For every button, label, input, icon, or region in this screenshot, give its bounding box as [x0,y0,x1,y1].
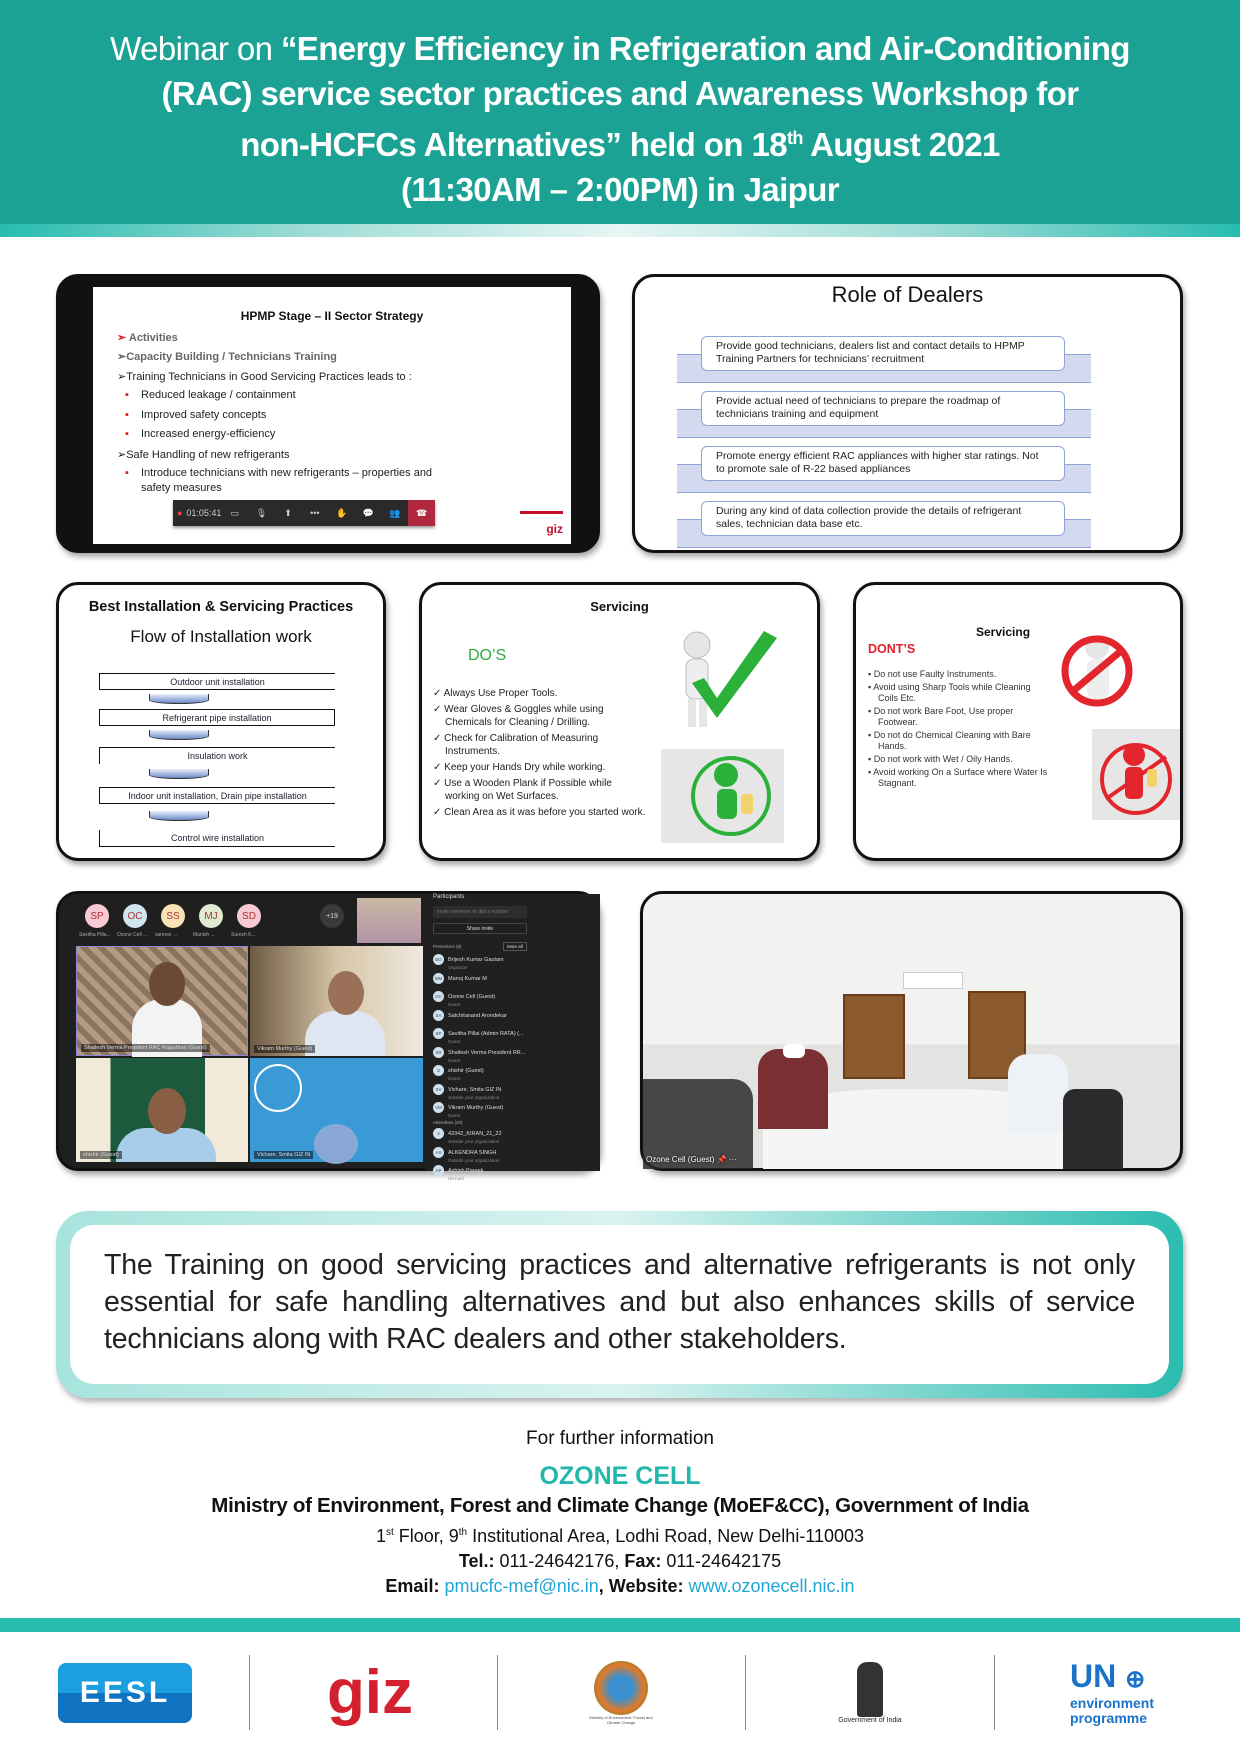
do-item: ✓ Wear Gloves & Goggles while using Chemicals for Cleaning / Drilling. [433,704,604,728]
participant-status: Guest [448,1039,461,1044]
participant-row[interactable] [433,954,504,970]
person-shape [1008,1054,1068,1134]
chat-icon[interactable]: 💬 [362,507,374,518]
phone-fax: Tel.: 011-24642176, Fax: 011-24642175 [458,1551,782,1571]
hang-up-button[interactable]: ☎ [408,500,435,526]
participant-initials: BG [433,954,444,965]
prohibited-figure-icon [1061,625,1141,715]
participant-name: Savitha Pillai (Admin RATA) (... [448,1030,524,1037]
dont-item: ▪ Avoid using Sharp Tools while Cleaning Coils Etc. [868,682,1031,703]
slide-item: ▪ Improved safety concepts [141,409,266,421]
flow-step: Outdoor unit installation [99,673,335,690]
camera-off-icon[interactable]: ▭ [230,507,239,518]
participant-name: Brijesh Kumar Gautam [448,956,504,963]
contact-links: Email: pmucfc-mef@nic.in, Website: www.ozonecell.nic.in [385,1576,855,1596]
participant-name: Manoj Kumar M [448,975,487,982]
participant-avatar[interactable]: SD [237,904,261,928]
participant-row[interactable] [433,1047,525,1063]
participant-initials: OC [433,991,444,1002]
dealer-item: Provide actual need of technicians to prepare the roadmap of technicians training and equipment [701,391,1065,426]
summary-box [56,1211,1183,1398]
participant-status: Organizer [448,965,468,970]
dont-item: ▪ Avoid working On a Surface where Water Is Stagnant. [868,767,1048,788]
participant-name: Shailesh Verma President RR... [448,1049,526,1056]
participant-avatar-name: Ozone Cell ... [117,932,148,938]
slide [93,287,571,544]
record-icon[interactable]: ● [176,508,183,518]
moefcc-logo: Ministry of Environment, Forest and Climate Change [586,1655,656,1730]
checkmark-figure-icon [662,623,782,733]
face-mask [783,1044,805,1058]
participant-row[interactable] [433,1010,507,1021]
participant-initials: SR [433,1047,444,1058]
dont-item: ▪ Do not do Chemical Cleaning with Bare Hands. [868,730,1031,751]
participant-status: Outside your organization [448,1157,500,1163]
unep-logo: UN ⊕ environment programme [1070,1657,1155,1726]
eesl-logo: EESL [58,1655,192,1730]
title-prefix: Webinar on [110,30,281,67]
person-shape [758,1049,828,1129]
call-timer: 01:05:41 [186,508,222,518]
participant-row[interactable] [433,1128,502,1144]
footer-bar [0,1618,1240,1632]
participant-row[interactable] [433,1065,484,1081]
tile-label: shishir (Guest) [80,1151,122,1159]
participant-row[interactable] [433,991,495,1007]
participant-status: Guest [448,1057,461,1063]
attendees-header: Attendees (20) [433,1120,463,1125]
participant-row[interactable] [433,1102,503,1118]
info-label: For further information [526,1428,714,1449]
slide-item: ▪ Introduce technicians with new refrigerants – properties and [141,467,432,479]
video-tile [76,946,248,1056]
arrow-down-icon [149,694,209,704]
arrow-down-icon [149,811,209,821]
address: 1st Floor, 9th Institutional Area, Lodhi Road, New Delhi-110003 [375,1526,865,1546]
participants-title: Participants [433,894,465,900]
meeting-toolbar [173,500,435,526]
tile-label: Vikram Murthy (Guest) [254,1045,315,1053]
divider [249,1655,250,1730]
participant-name: Ozone Cell (Guest) [448,993,496,1000]
dont-item: ▪ Do not work Bare Foot, Use proper Footwear. [868,706,1014,727]
participant-initials: SP [433,1028,444,1039]
participant-status: Guest [448,1076,461,1081]
title-line-3: non-HCFCs Alternatives” held on 18 [240,126,787,163]
participant-initials: AS [433,1147,444,1158]
person-head [328,971,364,1015]
participant-status: Guest [448,1002,461,1007]
email-link[interactable]: pmucfc-mef@nic.in [444,1576,599,1596]
person-head [314,1124,358,1164]
tile-label: Vichare, Smita GIZ IN [254,1151,313,1159]
share-invite-button[interactable]: Share invite [433,923,527,934]
flow-step: Indoor unit installation, Drain pipe installation [99,787,335,804]
invite-search-input[interactable] [433,906,527,918]
participant-name: Ashish Pareek [448,1167,484,1174]
participant-name: Vikram Murthy (Guest) [448,1104,504,1111]
do-item: ✓ Clean Area as it was before you started work. [433,807,646,818]
do-item: ✓ Always Use Proper Tools. [433,688,558,699]
more-icon[interactable]: ••• [310,508,320,518]
presenters-header: Presenters (9) [433,944,462,949]
participant-initials: SV [433,1084,444,1095]
participant-initials: S [433,1065,444,1076]
more-icon: ··· [728,1155,737,1164]
person-head [148,1088,186,1134]
title-line-3b: August 2021 [802,126,1000,163]
participant-name: 43342_KIRAN_21_22 [448,1130,502,1137]
participants-panel [425,894,600,1181]
summary-text: The Training on good servicing practices and alternative refrigerants is not only essential for safe handling alternatives and but also enhances skills of service technicians along with RAC dealers and other stakeholders. [70,1225,1169,1384]
slide-item: ▪ Reduced leakage / containment [141,389,296,401]
header-banner [0,0,1240,224]
flow-step: Control wire installation [99,830,335,847]
servicing-dos-panel [419,582,820,861]
gloves-figure-image [661,749,784,843]
slide-title: HPMP Stage – II Sector Strategy [240,309,424,323]
dos-title: Servicing [590,599,649,614]
arrow-down-icon [149,730,209,740]
flow-subtitle: Flow of Installation work [130,627,312,646]
person-head [149,962,185,1006]
participant-avatar-name: sameer ... [155,932,178,938]
participant-initials: AP [433,1165,444,1176]
participant-row[interactable] [433,1165,483,1181]
participants-icon[interactable]: 👥 [389,507,401,518]
divider [497,1655,498,1730]
title-sup: th [787,128,803,148]
giz-logo-small: giz [546,522,563,536]
slide-screenshot-panel [56,274,600,553]
slide-item: safety measures [141,482,222,494]
person-shape [305,1011,385,1056]
participant-row[interactable] [433,1147,499,1163]
header-strip [0,224,1240,237]
website-link[interactable]: www.ozonecell.nic.in [688,1576,855,1596]
participant-avatar[interactable]: OC [123,904,147,928]
participant-initials: SA [433,1010,444,1021]
title-line-2: (RAC) service sector practices and Awareness Workshop for [161,75,1079,112]
do-item: ✓ Keep your Hands Dry while working. [433,762,606,773]
ministry-name: Ministry of Environment, Forest and Climate Change (MoEF&CC), Government of India [211,1494,1029,1517]
participant-avatar-name: Suresh K... [231,932,256,938]
tile-label: Shailesh Verma President RAC Rajasthan (Guest) [81,1044,210,1052]
brand-badge-icon [254,1064,302,1112]
divider [745,1655,746,1730]
participant-avatar[interactable]: MJ [199,904,223,928]
un-emblem-icon: ⊕ [1125,1665,1146,1693]
pin-icon: 📌 [716,1155,727,1164]
servicing-donts-panel [853,582,1183,861]
chair [1063,1089,1123,1169]
participant-row[interactable] [433,973,487,984]
participant-name: Satchitanand Arondekar [448,1012,507,1019]
dealer-item: Provide good technicians, dealers list and contact details to HPMP Training Partners for technicians’ recruitment [701,336,1065,371]
self-video-tile [357,898,421,943]
giz-line [520,511,563,514]
flow-step: Insulation work [99,747,335,764]
share-screen-icon[interactable]: ⬆ [284,507,292,518]
participant-avatar-name: Savitha Pilla... [79,932,111,938]
donts-list [868,669,1050,791]
do-item: ✓ Use a Wooden Plank if Possible while working on Wet Surfaces. [433,778,612,802]
installation-flow-panel [56,582,386,861]
divider [994,1655,995,1730]
conference-room-video [640,891,1183,1171]
donts-title: Servicing [976,625,1031,639]
dealer-item: During any kind of data collection provide the details of refrigerant sales, technician data base etc. [701,501,1065,536]
video-tile [76,1058,248,1162]
slide-item: ➢Training Technicians in Good Servicing Practices leads to : [117,371,412,383]
dealer-item: Promote energy efficient RAC appliances with higher star ratings. Not to promote sale of R-22 based appliances [701,446,1065,481]
role-of-dealers-panel [632,274,1183,553]
title-line-1: “Energy Efficiency in Refrigeration and Air-Conditioning [280,30,1130,67]
do-item: ✓ Check for Calibration of Measuring Instruments. [433,733,599,757]
dealers-title: Role of Dealers [831,282,984,307]
participant-row[interactable] [433,1028,524,1044]
no-bare-hands-image [1092,729,1180,820]
donts-heading: DONT’S [868,642,916,656]
participant-name: shishir (Guest) [448,1067,484,1074]
slide-item: ➢ Activities [117,332,178,344]
more-participants-badge[interactable]: +19 [320,904,344,928]
participant-status: Guest [448,1113,461,1118]
participant-avatar-name: Manish ... [193,932,215,938]
bookshelf [843,994,905,1079]
participant-avatar[interactable]: SP [85,904,109,928]
arrow-down-icon [149,769,209,779]
teams-meeting-panel [56,891,600,1181]
participant-status: Outside your organization [448,1094,500,1100]
flow-title: Best Installation & Servicing Practices [88,599,354,615]
giz-logo: giz [326,1658,414,1727]
participant-row[interactable] [433,1084,501,1100]
slide-item: ➢Safe Handling of new refrigerants [117,449,290,461]
dont-item: ▪ Do not use Faulty Instruments. [868,669,997,679]
participant-name: ALKENDRA SINGH [448,1149,497,1156]
slide-item: ▪ Increased energy-efficiency [141,428,275,440]
government-of-india-emblem: Government of India [830,1655,910,1730]
dont-item: ▪ Do not work with Wet / Oily Hands. [868,754,1013,764]
participant-initials: 4 [433,1128,444,1139]
ozone-cell-title: OZONE CELL [539,1462,701,1490]
mute-all-button[interactable]: Mute all [503,942,527,951]
video-tile [250,946,423,1056]
air-conditioner [903,972,963,989]
slide-item: ➢Capacity Building / Technicians Training [117,351,337,363]
participant-status: Outside your organization [448,1139,500,1144]
participant-initials: VM [433,1102,444,1113]
participant-name: Vichare, Smita GIZ IN [448,1086,502,1093]
participant-status: On hold [448,1176,464,1181]
participant-avatar[interactable]: SS [161,904,185,928]
title-line-4: (11:30AM – 2:00PM) in Jaipur [400,171,839,208]
dos-heading: DO’S [468,647,507,664]
video-tile [250,1058,423,1162]
mic-off-icon[interactable]: 🎙 [255,507,268,518]
participant-initials: MM [433,973,444,984]
raise-hand-icon[interactable]: ✋ [335,507,348,518]
flow-step: Refrigerant pipe installation [99,709,335,726]
room-label: Ozone Cell (Guest) 📌 ··· [646,1155,737,1164]
dos-list [433,687,648,822]
